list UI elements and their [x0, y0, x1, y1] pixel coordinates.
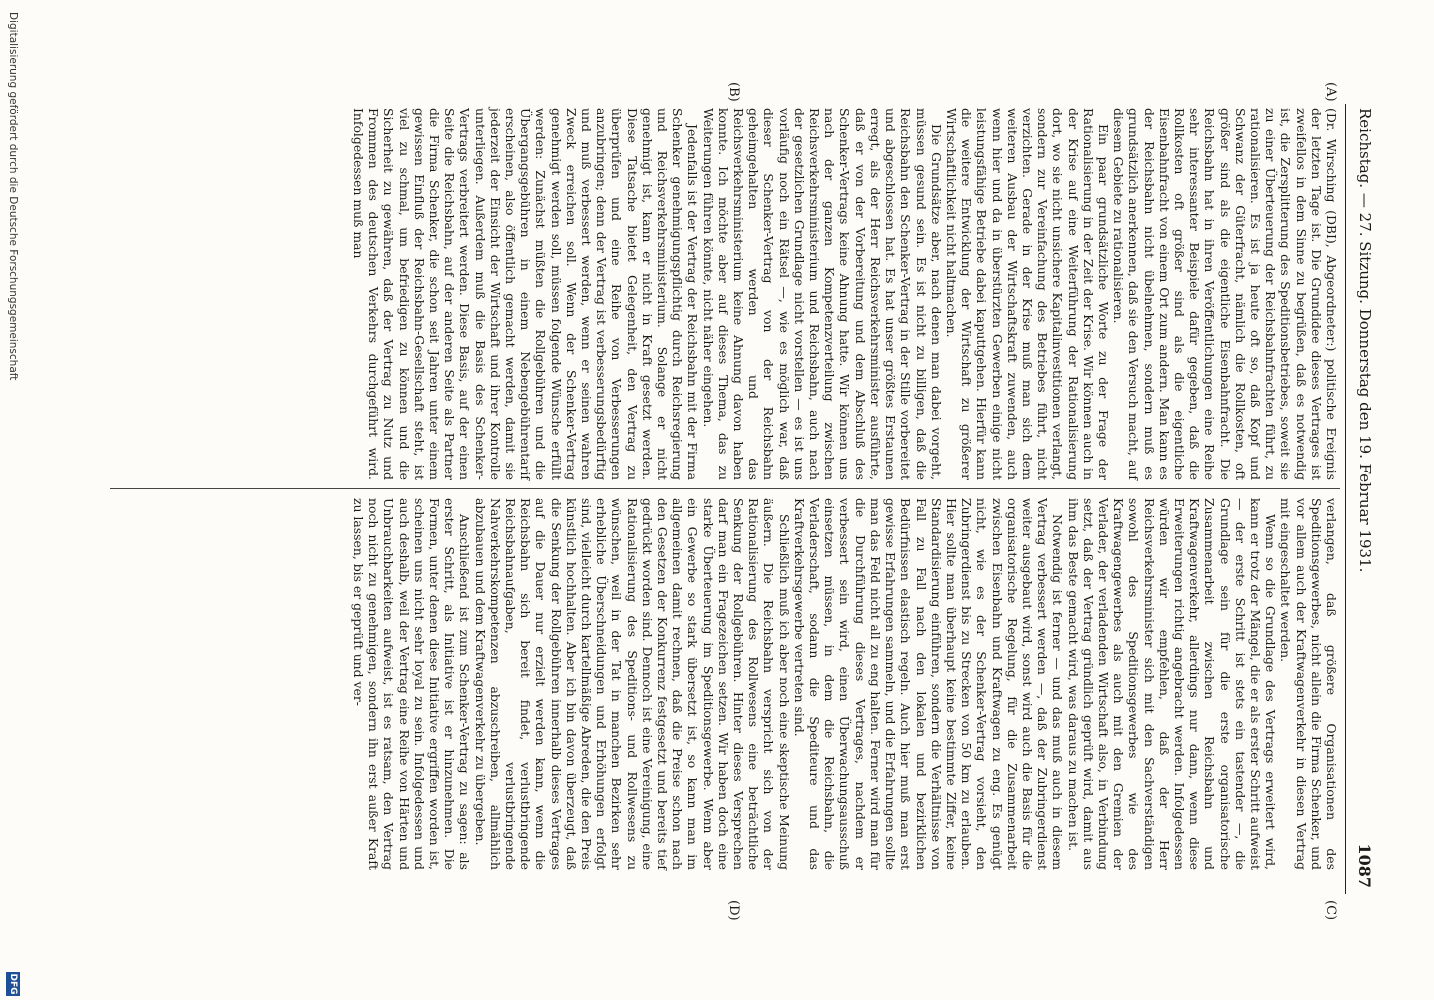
margin-marker-b: (B) [726, 82, 741, 102]
paragraph: Notwendig ist ferner — und das muß auch in diesem Vertrag verbessert werden —, daß der Zubringerdienst weiter ausgebaut wird, sonst wird auch die Basis für die organisatorische Regelung, für die Zusammenarbeit zwischen Eisenbahn und Kraftwagen zu eng. Es genügt nicht, wie es der Schenker-Vertrag vorsieht, den Zubringerdienst bis zu Strecken von 50 km zu erlauben. Hier sollte man überhaupt keine bestimmte Ziffer, keine Standardisierung einführen, sondern die Verhältnisse von Fall zu Fall nach den lokalen und bezirklichen Bedürfnissen elastisch regeln. Auch hier muß man erst gewisse Erfahrungen sammeln, und die Erfahrungen sollte man das Feld nicht all zu eng halten. Ferner wird man für die Durchführung dieses Vertrages, nachdem er verbessert sein wird, einen Überwachungsausschuß einsetzen müssen, in dem die Reichsbahn, die Verladerschaft, sodann die Spediteure und das Kraftverkehrsgewerbe vertreten sind. [791, 498, 1066, 870]
paragraph: (Dr. Wirsching (DBI), Abgeordneter:) politische Ereignis der letzten Tage ist. Die Grundidee dieses Vertrages ist zweifellos in dem Sinne zu begrüßen, daß es notwendig ist, die Zersplitterung des Speditionsbetriebes, soweit sie zu einer Überteuerung der Reichsbahnfrachten führt, zu rationalisieren. Es ist ja heute oft so, daß Kopf und Schwanz der Güterfracht, nämlich die Rollkosten, oft größer sind als die eigentliche Eisenbahnfracht. Die Reichsbahn hat in ihren Veröffentlichungen eine Reihe sehr interessanter Beispiele dafür gegeben, daß die Rollkosten oft größer sind als die eigentliche Eisenbahnfracht von einem Ort zum andern. Man kann es der Reichsbahn nicht übelnehmen, sondern muß es grundsätzlich anerkennen, daß sie den Versuch macht, auf diesem Gebiete zu rationalisieren. [1111, 108, 1339, 480]
paragraph: Die Grundsätze aber, nach denen man dabei vorgeht, müssen gesund sein. Es ist nicht zu billigen, daß die Reichsbahn den Schenker-Vertrag in der Stille vorbereitet und abgeschlossen hat. Es hat unser größtes Erstaunen erregt, als der Herr Reichsverkehrsminister ausführte, daß er von der Vorbereitung und dem Abschluß des Schenker-Vertrags keine Ahnung hatte. Wir können uns nach der ganzen Kompetenzverteilung zwischen Reichsverkehrsministerium und Reichsbahn, auch nach der gesetzlichen Grundlage nicht vorstellen — es ist uns vorläufig noch ein Rätsel —, wie es möglich war, daß dieser Schenker-Vertrag von der Reichsbahn geheimgehalten werden und das Reichsverkehrsministerium keine Ahnung davon haben konnte. Ich möchte aber auf dieses Thema, das zu Weiterungen führen könnte, nicht näher eingehen. [700, 108, 944, 480]
footer-credit: Digitalisierung gefördert durch die Deutsche Forschungsgemeinschaft [7, 12, 19, 381]
paragraph: verlangen, daß größere Organisationen des Speditionsgewerbes, nicht allein die Firma Schenker, und vor allem auch der Kraftwagenverkehr in diesen Vertrag mit eingeschaltet werden. [1278, 498, 1339, 870]
left-column [351, 108, 1339, 480]
paragraph: Ein paar grundsätzliche Worte zu der Frage der Rationalisierung in der Zeit der Krise. Wir können auch in der Krise auf eine Weiterführung der Rationalisierung dort, wo sie nicht unsichere Kapitalinvestitionen verlangt, sondern zur Vereinfachung des Betriebes führt, nicht verzichten. Gerade in der Krise muß man sich dem weiteren Ausbau der Wirtschaftskraft zuwenden, auch wenn hier und da in überstürzten Gewerben einige nicht leistungsfähige Betriebe dabei kaputtgehen. Hierfür kann die weitere Entwicklung der Wirtschaft zu größerer Wirtschaftlichkeit nicht haltmachen. [943, 108, 1111, 480]
paragraph: Jedenfalls ist der Vertrag der Reichsbahn mit der Firma Schenker genehmigungspflichtig durch Reichsregierung und Reichsverkehrsministerium. Solange er nicht genehmigt ist, kann er nicht in Kraft gesetzt werden. Diese Tatsache bietet Gelegenheit, den Vertrag zu überprüfen und eine Reihe von Verbesserungen anzubringen; denn der Vertrag ist verbesserungsbedürftig und muß verbessert werden, wenn er seinen wahren Zweck erreichen soll. Wenn der Schenker-Vertrag genehmigt werden soll, müssen folgende Wünsche erfüllt werden: Zunächst müßten die Rollgebühren und die Übergangsgebühren in einem Nebengebührentarif erscheinen, also öffentlich gemacht werden, damit sie jederzeit der Einsicht der Wirtschaft und ihrer Kontrolle unterliegen. Außerdem muß die Basis des Schenker-Vertrags verbreitert werden. Diese Basis, auf der einen Seite die Reichsbahn, auf der anderen Seite als Partner die Firma Schenker, die schon seit Jahren unter einem gewissen Einfluß der Reichsbahn-Gesellschaft steht, ist viel zu schmal, um befriedigen zu können und die Sicherheit zu gewähren, daß der Vertrag zu Nutz und Frommen des deutschen Verkehrs durchgeführt wird. Infolgedessen muß man [351, 108, 701, 480]
header-title: Reichstag. — 27. Sitzung. Donnerstag den 19. Februar 1931. [1356, 108, 1374, 573]
dfg-logo: DFG [8, 973, 18, 995]
paragraph: Wenn so die Grundlage des Vertrags erweitert wird, kann er trotz der Mängel, die er als erster Schritt aufweist — der erste Schritt ist stets ein tastender —, die Grundlage sein für die erste organisatorische Zusammenarbeit zwischen Reichsbahn und Kraftwagenverkehr, allerdings nur dann, wenn diese Erweiterungen richtig angebracht werden. Infolgedessen würden wir empfehlen, daß der Herr Reichsverkehrsminister sich mit den Sachverständigen sowohl des Speditionsgewerbes wie des Kraftwagengewerbes als auch mit den Gremien der Verlader, der verladenden Wirtschaft also, in Verbindung setzt, daß der Vertrag gründlich geprüft wird, damit aus ihm das Beste gemacht wird, was daraus zu machen ist. [1065, 498, 1279, 870]
margin-marker-c: (C) [1323, 900, 1338, 921]
digitization-footer [0, 0, 22, 1000]
paragraph: Anschließend ist zum Schenker-Vertrag zu sagen: als erster Schritt, als Initiative ist er hinzunehmen. Die Formen, unter denen diese Initiative ergriffen worden ist, scheinen uns nicht sehr loyal zu sein. Infolgedessen und auch deshalb, weil der Vertrag eine Reihe von Härten und Unbrauchbarkeiten aufweist, ist es ratsam, den Vertrag noch nicht zu genehmigen, sondern ihn erst außer Kraft zu lassen, bis er geprüft und ver- [351, 498, 473, 870]
margin-marker-a: (A) [1323, 82, 1338, 102]
page-number: 1087 [1355, 843, 1374, 888]
paragraph: Schließlich muß ich aber noch eine skeptische Meinung äußern. Die Reichsbahn verspricht sich von der Rationalisierung des Rollwesens eine beträchtliche Senkung der Rollgebühren. Hinter dieses Versprechen darf man ein Fragezeichen setzen. Wir haben doch eine starke Überteuerung im Speditionsgewerbe. Wenn aber ein Gewerbe so stark übersetzt ist, so kann man im allgemeinen damit rechnen, daß die Preise schon nach den Gesetzen der Konkurrenz festgesetzt und bereits tief gedrückt worden sind. Dennoch ist eine Vereinigung, eine Rationalisierung des Speditions- und Rollwesens zu wünschen, weil in der Tat in manchen Bezirken sehr erhebliche Überschneidungen und Erhöhungen erfolgt sind, vielleicht durch kartellmäßige Abreden, die den Preis künstlich hochhalten. Aber ich bin davon überzeugt, daß die Senkung der Rollgebühren innerhalb dieses Vertrages auf die Dauer nur erzielt werden kann, wenn die Reichsbahn sich bereit findet, verlustbringende Reichsbahnaufgaben, verlustbringende Nahverkehrskompetenzen abzuschreiben, allmählich abzubauen und dem Kraftwagenverkehr zu übergeben. [472, 498, 792, 870]
margin-marker-d: (D) [726, 900, 741, 921]
right-column [351, 498, 1339, 870]
header-rule [1345, 104, 1346, 894]
column-divider [110, 488, 1340, 489]
page-header [1348, 108, 1374, 888]
